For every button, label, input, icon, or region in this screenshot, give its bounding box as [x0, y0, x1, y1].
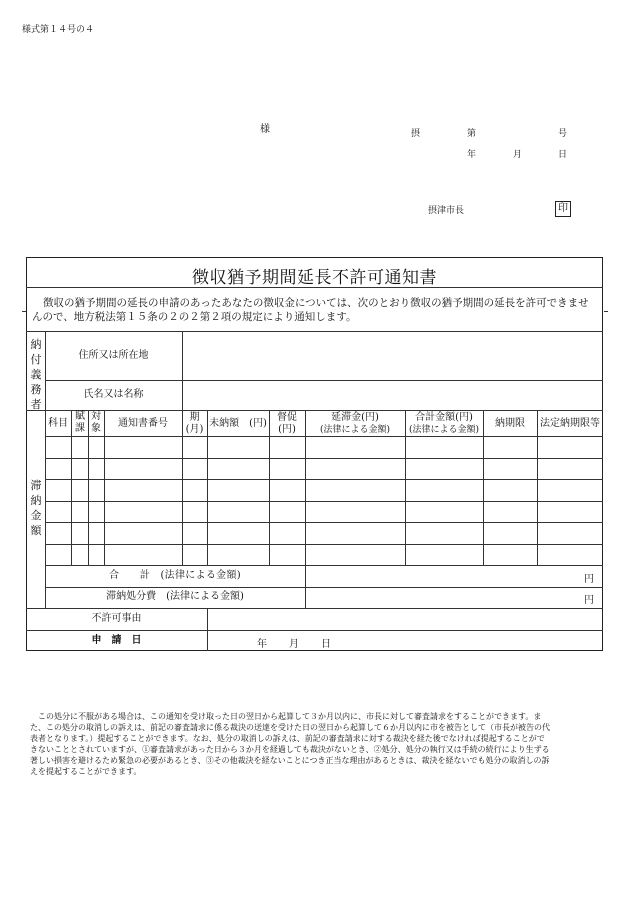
rule-row-1 — [45, 458, 603, 459]
vline-total — [483, 410, 484, 565]
apply-date-day: 日 — [321, 639, 331, 650]
fee-row-unit: 円 — [584, 595, 594, 606]
col-total-2: (法律による金額) — [408, 425, 480, 435]
rule-row-5 — [45, 544, 603, 545]
vline-item — [71, 410, 72, 565]
apply-date-label: 申 請 日 — [91, 635, 142, 646]
col-fuka: 賦課 — [75, 411, 85, 434]
recipient-suffix: 様 — [260, 124, 270, 135]
reference-prefix: 摂 — [411, 129, 421, 139]
intro-text: 徴収の猶予期間の延長の申請のあったあなたの徴収金については、次のとおり徴収の猶予期間の延長を許可できませんので、地方税法第１５条の２の２第２項の規定により通知します。 — [32, 297, 589, 323]
col-entai-1: 延滞金(円) — [331, 412, 379, 423]
rule-col-header — [45, 436, 603, 437]
appeal-notice: この処分に不服がある場合は、この通知を受け取った日の翌日から起算して３か月以内に、市長に対して審査請求をすることができます。また、この処分の取消しの訴えは、前記の審査請求に係る裁決の送達を受けた日の翌日から起算して６か月以内に市を被告として（市長が被告の代表者となります。）提起することができます。なお、処分の取消しの訴えは、前記の審査請求に対する裁決を経た後でなければ提起することができないこととされていますが、①審査請求があった日から３か月を経過しても裁決がないとき、②処分、処分の執行又は手続の続行により生ずる著しい損害を避けるため緊急の必要があるとき、③その他裁決を経ないことにつき正当な理由があるときは、裁決を経ないでも処分の取消しの訴えを提起することができます。 — [30, 712, 550, 776]
col-period-2: (月) — [185, 424, 204, 435]
col-entai-2: (法律による金額) — [319, 425, 391, 435]
margin-tick-right — [604, 311, 608, 312]
vline-taisho — [104, 410, 105, 565]
form-number: 様式第１４号の４ — [22, 25, 95, 35]
vline-period — [207, 410, 208, 565]
reason-label: 不許可事由 — [91, 613, 142, 624]
col-taisho: 対象 — [91, 411, 101, 434]
total-row-label: 合 計 (法律による金額) — [108, 570, 241, 581]
reference-dai: 第 — [467, 129, 477, 139]
total-row-unit: 円 — [584, 574, 594, 585]
issue-date-month: 月 — [513, 150, 523, 160]
rule-row-4 — [45, 522, 603, 523]
vline-taxpayer-value — [182, 331, 183, 410]
col-notice-no: 通知書番号 — [118, 418, 168, 429]
rule-intro — [26, 331, 603, 332]
delinquent-label: 滞納金額 — [30, 479, 42, 537]
rule-fee — [26, 608, 603, 609]
rule-name — [26, 410, 603, 411]
reference-go: 号 — [558, 129, 568, 139]
issue-date-year: 年 — [467, 150, 477, 160]
address-label: 住所又は所在地 — [78, 350, 149, 361]
issue-date-day: 日 — [558, 150, 568, 160]
rule-total — [45, 587, 603, 588]
issuer-name: 摂津市長 — [428, 206, 465, 216]
col-tokusoku-1: 督促 — [277, 412, 297, 423]
name-label: 氏名又は名称 — [83, 389, 144, 400]
taxpayer-label: 納付義務者 — [30, 338, 42, 411]
rule-row-2 — [45, 479, 603, 480]
vline-left-label — [45, 331, 46, 608]
rule-reason — [26, 630, 603, 631]
vline-tokusoku — [305, 410, 306, 608]
rule-row-3 — [45, 501, 603, 502]
rule-row-6 — [45, 565, 603, 566]
col-unpaid: 未納額 (円) — [209, 418, 267, 429]
col-item: 科目 — [48, 418, 68, 429]
vline-bottom-rows — [207, 608, 208, 651]
col-total-1: 合計金額(円) — [415, 412, 473, 423]
apply-date-month: 月 — [289, 639, 299, 650]
col-tokusoku-2: (円) — [278, 424, 296, 435]
form-title: 徴収猶予期間延長不許可通知書 — [192, 268, 437, 288]
seal-stamp: 印 — [555, 201, 571, 217]
rule-title — [26, 287, 603, 288]
apply-date-year: 年 — [257, 639, 267, 650]
vline-deadline — [537, 410, 538, 565]
col-deadline: 納期限 — [495, 418, 525, 429]
margin-tick-left — [22, 311, 26, 312]
fee-row-label: 滞納処分費 (法律による金額) — [106, 591, 244, 602]
col-legal-deadline: 法定納期限等 — [540, 418, 600, 429]
col-period-1: 期 — [189, 412, 200, 423]
rule-address — [45, 380, 603, 381]
